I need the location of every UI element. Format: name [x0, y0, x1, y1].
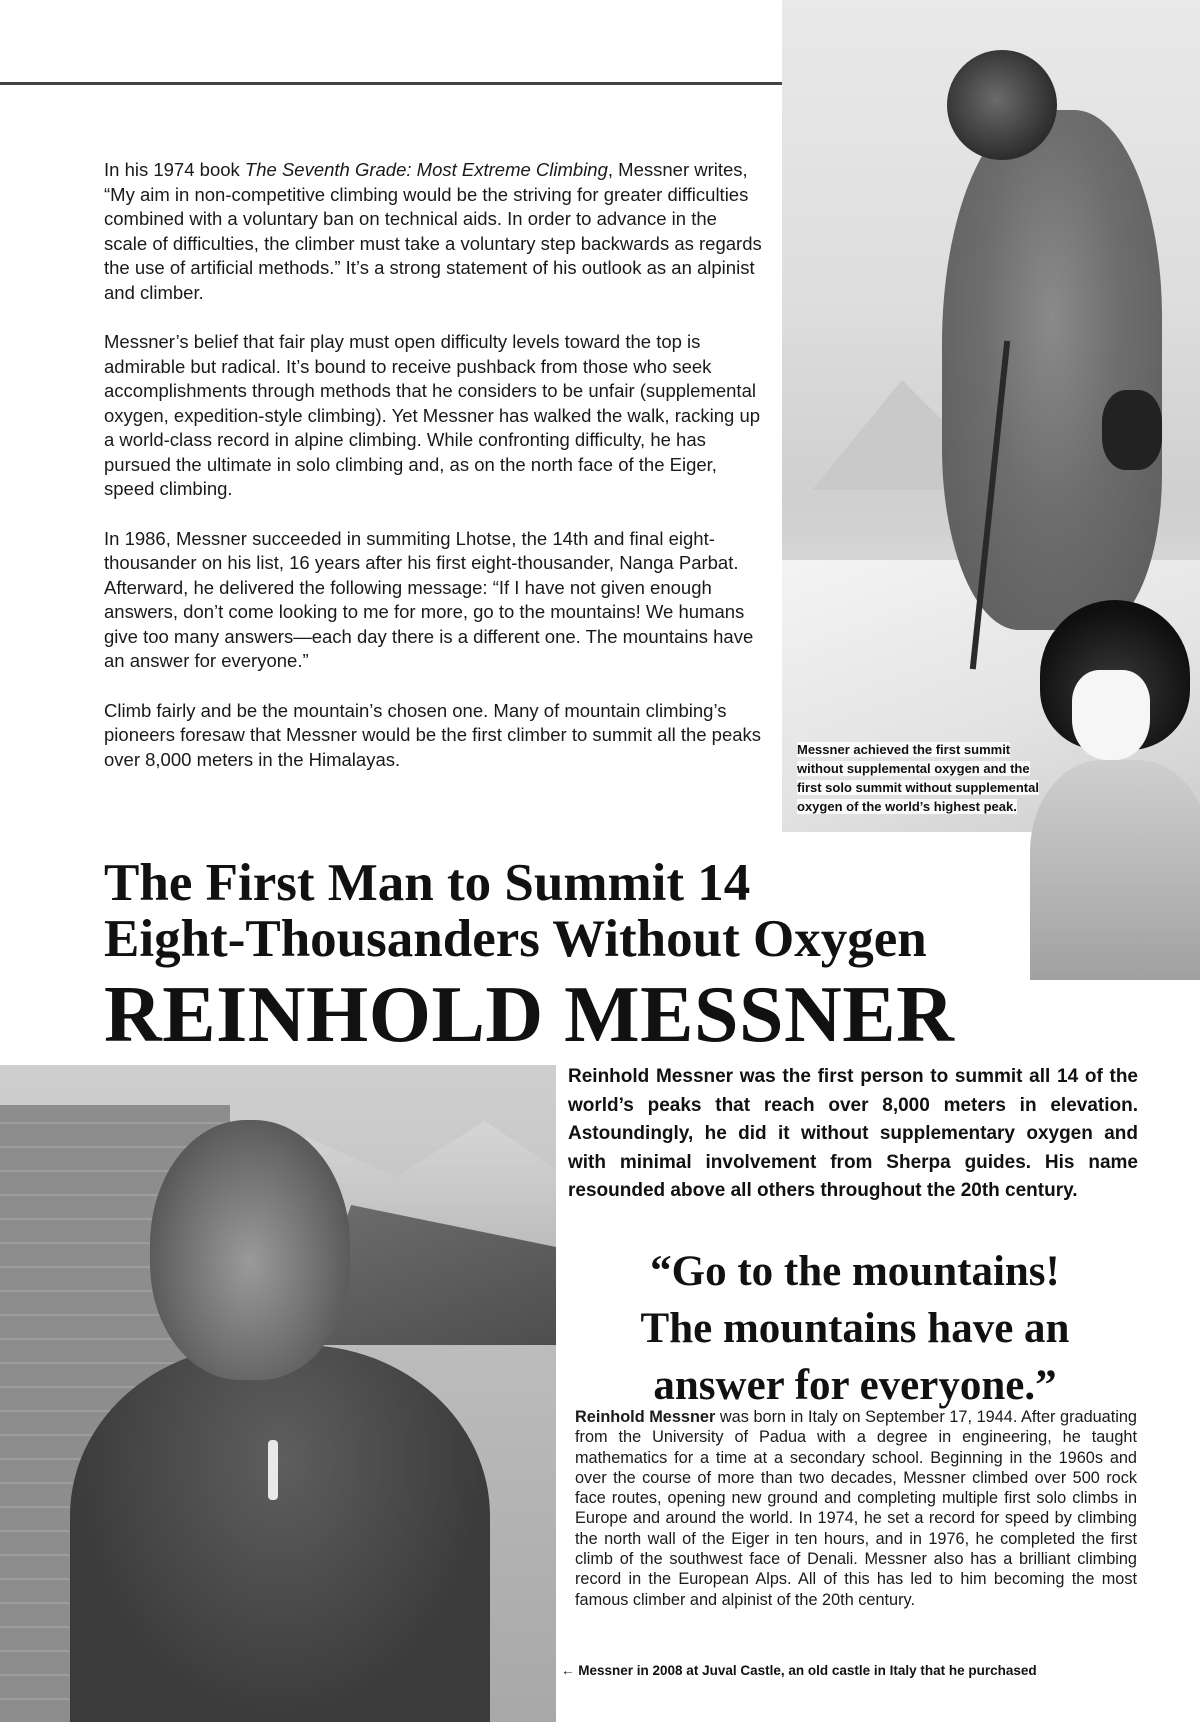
headline — [104, 855, 1154, 1057]
climber-figure-body — [942, 110, 1162, 630]
biography — [575, 1407, 1137, 1610]
headline-line-1: The First Man to Summit 14 — [104, 854, 751, 912]
portrait-photo — [0, 1065, 556, 1722]
headline-name: REINHOLD MESSNER — [104, 971, 955, 1059]
pull-quote-line-2: The mountains have an — [640, 1305, 1070, 1352]
headline-line-2: Eight-Thousanders Without Oxygen — [104, 910, 927, 968]
pull-quote-line-3: answer for everyone.” — [653, 1362, 1057, 1409]
bottom-photo-caption: ← Messner in 2008 at Juval Castle, an old castle in Italy that he purchased — [561, 1663, 1037, 1678]
paragraph-4: Climb fairly and be the mountain’s chosen one. Many of mountain climbing’s pioneers foresaw that Messner would be the first climber to summit all the peaks over 8,000 meters in the Himalayas. — [104, 699, 762, 770]
shirt-pocket-pen — [268, 1440, 278, 1500]
top-divider-rule — [0, 82, 782, 85]
portrait-shirt — [70, 1345, 490, 1722]
bio-text: was born in Italy on September 17, 1944. After graduating from the University of Padua with a degree in engineering, he taught mathematics for a time at a secondary school. Beginning in the 1960s and over the course of more than two decades, Messner climbed over 500 rock face routes, opening new ground and completing multiple first solo climbs in Europe and around the world. In 1974, he set a record for speed by climbing the north wall of the Eiger in ten hours, and in 1976, he completed the first climb of the southwest face of Denali. Messner also has a brilliant climbing record in the European Alps. All of this has led to him becoming the most famous climber and alpinist of the 20th century. — [575, 1408, 1137, 1609]
portrait-head — [150, 1120, 350, 1380]
climber-figure-head — [947, 50, 1057, 160]
paragraph-1: In his 1974 book The Seventh Grade: Most Extreme Climbing, Messner writes, “My aim in non-competitive climbing would be the striving for greater difficulties combined with a voluntary ban on technical aids. In order to advance in the scale of difficulties, the climber must take a voluntary step backwards as regards the use of artificial methods.” It’s a strong statement of his outlook as an alpinist and climber. — [104, 159, 762, 303]
article-body — [104, 158, 764, 797]
book-title: The Seventh Grade: Most Extreme Climbing — [244, 159, 608, 180]
pull-quote-line-1: “Go to the mountains! — [650, 1248, 1060, 1295]
lead-paragraph: Reinhold Messner was the first person to summit all 14 of the world’s peaks that reach over 8,000 meters in elevation. Astoundingly, he did it without supplementary oxygen and with minimal involvement from Sherpa guides. His name resounded above all others throughout the 20th century. — [568, 1066, 1138, 1201]
bio-name: Reinhold Messner — [575, 1408, 716, 1426]
paragraph-3: In 1986, Messner succeeded in summiting Lhotse, the 14th and final eight-thousander on his list, 16 years after his first eight-thousander, Nanga Parbat. Afterward, he delivered the following message: “If I have not given enough answers, don’t come looking to me for more, go to the mountains! We humans give too many answers—each day there is a different one. The mountains have an answer for everyone.” — [104, 527, 754, 671]
climber-glove — [1102, 390, 1162, 470]
pull-quote — [560, 1243, 1150, 1414]
paragraph-2: Messner’s belief that fair play must open difficulty levels toward the top is admirable but radical. It’s bound to receive pushback from those who seek accomplishments through methods that he considers to be unfair (supplemental oxygen, expedition-style climbing). Yet Messner has walked the walk, racking up a world-class record in alpine climbing. While confronting difficulty, he has pursued the ultimate in solo climbing and, as on the north face of the Eiger, speed climbing. — [104, 331, 761, 499]
manga-face — [1072, 670, 1150, 760]
top-photo-caption: Messner achieved the first summit without supplemental oxygen and the first solo summit without supplemental oxygen of the world’s highest peak. — [797, 742, 1039, 814]
